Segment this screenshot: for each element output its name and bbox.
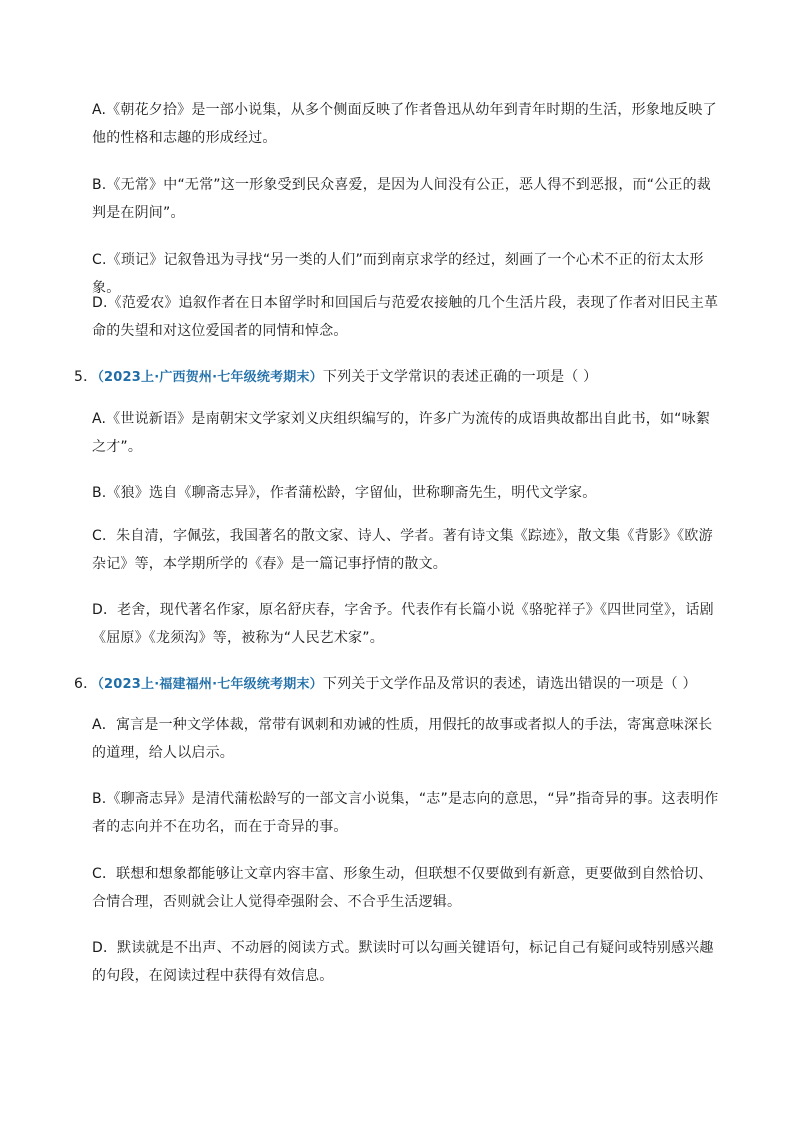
q6-option-d: D．默读就是不出声、不动唇的阅读方式。默读时可以勾画关键语句，标记自己有疑问或特别感兴趣的句段，在阅读过程中获得有效信息。 bbox=[92, 940, 714, 984]
q5-option-c: C．朱自清，字佩弦，我国著名的散文家、诗人、学者。著有诗文集《踪迹》，散文集《背影》《欧游杂记》等，本学期所学的《春》是一篇记事抒情的散文。 bbox=[92, 528, 713, 572]
q4-option-b: B.《无常》中“无常”这一形象受到民众喜爱，是因为人间没有公正，恶人得不到恶报，而“公正的裁判是在阴间”。 bbox=[92, 177, 712, 221]
q6-option-b: B.《聊斋志异》是清代蒲松龄写的一部文言小说集，“志”是志向的意思，“异”指奇异的事。这表明作者的志向并不在功名，而在于奇异的事。 bbox=[92, 791, 719, 835]
q5-source: （2023上·广西贺州·七年级统考期末） bbox=[97, 370, 323, 385]
q6-stem bbox=[74, 670, 724, 699]
q5-question-text: 下列关于文学常识的表述正确的一项是（ ） bbox=[322, 369, 598, 385]
q6-option-a: A．寓言是一种文学体裁，常带有讽刺和劝诫的性质，用假托的故事或者拟人的手法，寄寓意味深长的道理，给人以启示。 bbox=[92, 717, 713, 761]
q6-number: 6． bbox=[74, 676, 98, 692]
q6-question-text: 下列关于文学作品及常识的表述，请选出错误的一项是（ ） bbox=[322, 676, 697, 692]
q5-stem bbox=[74, 363, 724, 392]
q4-option-a: A.《朝花夕拾》是一部小说集，从多个侧面反映了作者鲁迅从幼年到青年时期的生活，形象地反映了他的性格和志趣的形成经过。 bbox=[92, 102, 717, 146]
q5-option-a: A.《世说新语》是南朝宋文学家刘义庆组织编写的，许多广为流传的成语典故都出自此书，如“咏絮之才”。 bbox=[92, 411, 711, 455]
q6-source: （2023上·福建福州·七年级统考期末） bbox=[97, 677, 323, 692]
q5-option-d: D．老舍，现代著名作家，原名舒庆春，字舍予。代表作有长篇小说《骆驼祥子》《四世同堂》，话剧《屈原》《龙须沟》等，被称为“人民艺术家”。 bbox=[92, 602, 714, 646]
q5-number: 5． bbox=[74, 369, 98, 385]
q5-option-b: B.《狼》选自《聊斋志异》，作者蒲松龄，字留仙，世称聊斋先生，明代文学家。 bbox=[92, 485, 597, 501]
q4-option-c: C.《琐记》记叙鲁迅为寻找“另一类的人们”而到南京求学的经过，刻画了一个心术不正的衍太太形象。 bbox=[92, 252, 704, 296]
q4-option-d: D.《范爱农》追叙作者在日本留学时和回国后与范爱农接触的几个生活片段，表现了作者对旧民主革命的失望和对这位爱国者的同情和悼念。 bbox=[92, 295, 719, 339]
q6-option-c: C．联想和想象都能够让文章内容丰富、形象生动，但联想不仅要做到有新意，更要做到自然恰切、合情合理，否则就会让人觉得牵强附会、不合乎生活逻辑。 bbox=[92, 866, 713, 910]
